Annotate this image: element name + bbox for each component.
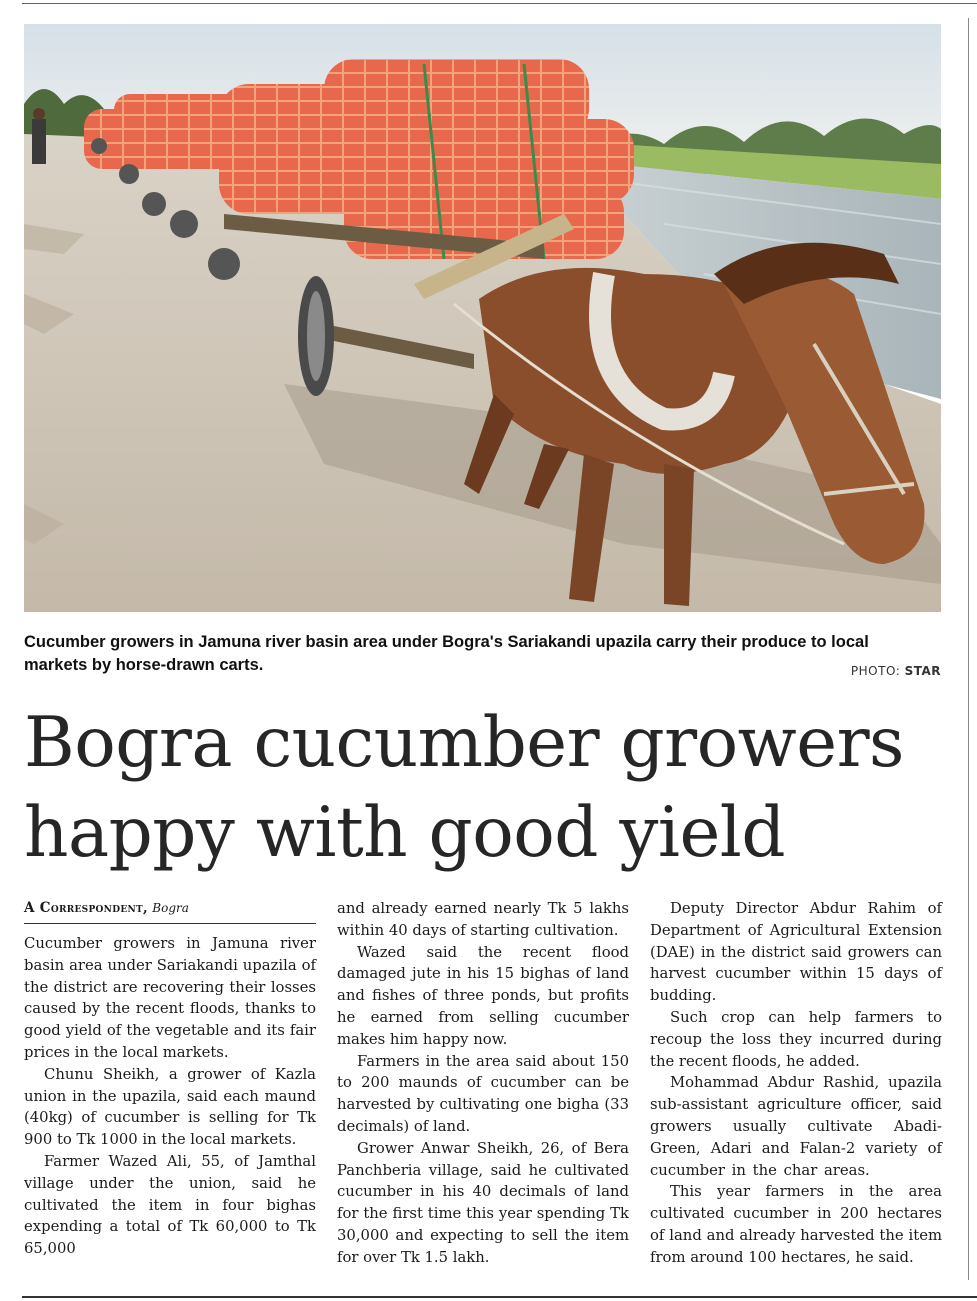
photo-horse-carts-icon (24, 24, 941, 612)
article-paragraph: Wazed said the recent flood damaged jute in his 15 bighas of land and fishes of three ponds, but profits he earned from selling cucumber makes him happy now. (337, 943, 629, 1048)
article-paragraph: Farmers in the area said about 150 to 200 maunds of cucumber can be harvested by cultivating one bigha (33 decimals) of land. (337, 1052, 629, 1135)
photo-credit-prefix: PHOTO: (850, 664, 905, 678)
page-right-rule (968, 18, 969, 1280)
page-top-rule (22, 3, 977, 4)
article-paragraph-continued: and already earned nearly Tk 5 lakhs within 40 days of starting cultivation. (337, 900, 629, 939)
headline-line-1: Bogra cucumber growers (24, 703, 904, 783)
photo-credit (851, 664, 941, 678)
byline (24, 898, 316, 924)
article-paragraph: Cucumber growers in Jamuna river basin area under Sariakandi upazila of the district are recovering their losses caused by the recent floods, thanks to good yield of the vegetable and its fair prices in the local markets. (24, 935, 316, 1061)
article-paragraph: This year farmers in the area cultivated cucumber in 200 hectares of land and already harvested the item from around 100 hectares, he said. (650, 1183, 942, 1266)
page-bottom-rule (22, 1296, 977, 1298)
article-column-2 (337, 898, 629, 1269)
article-column-3 (650, 898, 942, 1269)
byline-author: A Correspondent, (24, 900, 148, 916)
news-photo (24, 24, 941, 612)
byline-place: Bogra (152, 901, 189, 915)
headline (24, 698, 964, 878)
photo-caption: Cucumber growers in Jamuna river basin area under Bogra's Sariakandi upazila carry their produce to local markets by horse-drawn carts. (24, 633, 869, 674)
article-paragraph: Mohammad Abdur Rashid, upazila sub-assistant agriculture officer, said growers usually cultivate Abadi-Green, Adari and Falan-2 variety of cucumber in the char areas. (650, 1074, 942, 1179)
article-paragraph: Grower Anwar Sheikh, 26, of Bera Panchberia village, said he cultivated cucumber in his 40 decimals of land for the first time this year spending Tk 30,000 and expecting to sell the item for over Tk 1.5 lakh. (337, 1139, 629, 1266)
article-column-1 (24, 898, 316, 1260)
article-paragraph: Such crop can help farmers to recoup the loss they incurred during the recent floods, he added. (650, 1008, 942, 1070)
article-paragraph: Farmer Wazed Ali, 55, of Jamthal village under the union, said he cultivated the item in four bighas expending a total of Tk 60,000 to Tk 65,000 (24, 1152, 316, 1258)
article-paragraph: Deputy Director Abdur Rahim of Department of Agricultural Extension (DAE) in the district said growers can harvest cucumber within 15 days of budding. (650, 900, 942, 1005)
photo-credit-source: STAR (904, 664, 941, 678)
headline-line-2: happy with good yield (24, 793, 786, 873)
article-paragraph: Chunu Sheikh, a grower of Kazla union in the upazila, said each maund (40kg) of cucumber is selling for Tk 900 to Tk 1000 in the local markets. (24, 1065, 316, 1149)
